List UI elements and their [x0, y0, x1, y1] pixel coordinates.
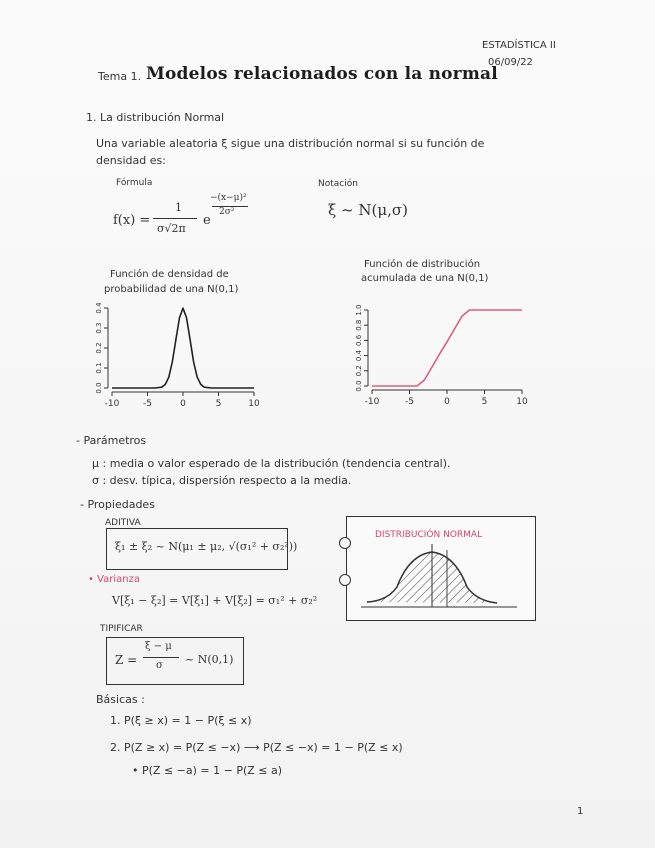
varianza-label: • Varianza [88, 574, 141, 585]
aditiva-box [106, 528, 298, 570]
tipificar-lhs: Z = [115, 653, 138, 667]
cdf-chart [344, 298, 534, 418]
intro-text-line1: Una variable aleatoria ξ sigue una distribución normal si su función de [96, 137, 485, 150]
basica-1: 1. P(ξ ≥ x) = 1 − P(ξ ≤ x) [110, 714, 252, 727]
density-plot-title-2: probabilidad de una N(0,1) [104, 284, 239, 295]
normal-distribution-sticker [346, 516, 536, 621]
basicas-heading: Básicas : [96, 693, 145, 706]
propiedades-heading: - Propiedades [80, 498, 155, 511]
formula-fraction-bar [153, 218, 197, 219]
aditiva-formula: ξ₁ ± ξ₂ ~ N(μ₁ ± μ₂, √(σ₁² + σ₂²)) [115, 540, 298, 553]
x-tick-label: -5 [143, 399, 152, 409]
x-tick-label: 10 [248, 399, 260, 409]
x-tick-label: -5 [405, 397, 414, 407]
series-line [112, 308, 254, 388]
tipificar-rhs: ~ N(0,1) [185, 653, 234, 666]
parametro-mu: μ : media o valor esperado de la distribución (tendencia central). [92, 457, 451, 470]
basica-2: 2. P(Z ≥ x) = P(Z ≤ −x) ⟶ P(Z ≤ −x) = 1 − P(Z ≤ x) [110, 741, 403, 754]
density-chart [88, 300, 268, 420]
x-tick-label: 10 [516, 397, 528, 407]
y-tick-label: 0.0 [95, 382, 103, 394]
y-tick-label: 0.8 [355, 319, 363, 331]
formula-denominator: σ√2π [157, 222, 186, 235]
x-tick-label: 0 [444, 397, 450, 407]
page-title: Modelos relacionados con la normal [146, 64, 498, 84]
notation-label: Notación [318, 179, 358, 189]
x-tick-label: -10 [364, 397, 380, 407]
density-plot-title-1: Función de densidad de [110, 269, 229, 280]
tipificar-numerator: ξ − μ [145, 641, 172, 652]
cdf-plot-title-2: acumulada de una N(0,1) [361, 273, 489, 284]
sticker-title: DISTRIBUCIÓN NORMAL [375, 530, 483, 540]
aditiva-label: ADITIVA [105, 518, 141, 528]
y-tick-label: 0.2 [95, 342, 103, 354]
formula-exp-numerator: −(x−μ)² [210, 193, 247, 203]
parametros-heading: - Parámetros [76, 434, 147, 447]
tema-label: Tema 1. [98, 70, 142, 83]
y-tick-label: 0.4 [95, 302, 103, 314]
cdf-plot-title-1: Función de distribución [364, 259, 481, 270]
subject-label: ESTADÍSTICA II [482, 40, 556, 51]
series-line [372, 310, 522, 386]
intro-text-line2: densidad es: [96, 154, 166, 167]
y-tick-label: 1.0 [355, 304, 363, 316]
y-tick-label: 0.4 [355, 350, 363, 362]
formula-lhs: f(x) = [113, 213, 151, 228]
x-tick-label: -10 [104, 399, 120, 409]
varianza-formula: V[ξ₁ − ξ₂] = V[ξ₁] + V[ξ₂] = σ₁² + σ₂² [112, 594, 318, 607]
section-heading: 1. La distribución Normal [86, 111, 225, 124]
x-tick-label: 5 [215, 399, 222, 409]
formula-label: Fórmula [116, 178, 153, 188]
y-tick-label: 0.6 [355, 334, 363, 346]
y-tick-label: 0.0 [355, 380, 363, 392]
x-tick-label: 5 [481, 397, 488, 407]
page-number: 1 [577, 806, 584, 817]
formula-numerator: 1 [175, 201, 182, 214]
y-tick-label: 0.2 [355, 365, 363, 377]
tipificar-box [106, 637, 244, 685]
density-formula [113, 193, 263, 245]
tipificar-denominator: σ [156, 660, 163, 671]
tipificar-fraction-bar [143, 657, 179, 658]
basica-3: • P(Z ≤ −a) = 1 − P(Z ≤ a) [132, 764, 283, 777]
y-tick-label: 0.3 [95, 322, 103, 334]
sticker-bell-drawing [347, 517, 535, 620]
x-tick-label: 0 [180, 399, 186, 409]
formula-exp-denominator: 2σ² [219, 207, 235, 217]
date-label: 06/09/22 [488, 57, 533, 68]
formula-e: e [203, 213, 211, 228]
parametro-sigma: σ : desv. típica, dispersión respecto a la media. [92, 474, 352, 487]
notation-formula: ξ ~ N(μ,σ) [328, 201, 408, 219]
sticker-ring-top [339, 537, 351, 549]
tipificar-label: TIPIFICAR [100, 624, 143, 634]
sticker-ring-bottom [339, 574, 351, 586]
y-tick-label: 0.1 [95, 362, 103, 374]
